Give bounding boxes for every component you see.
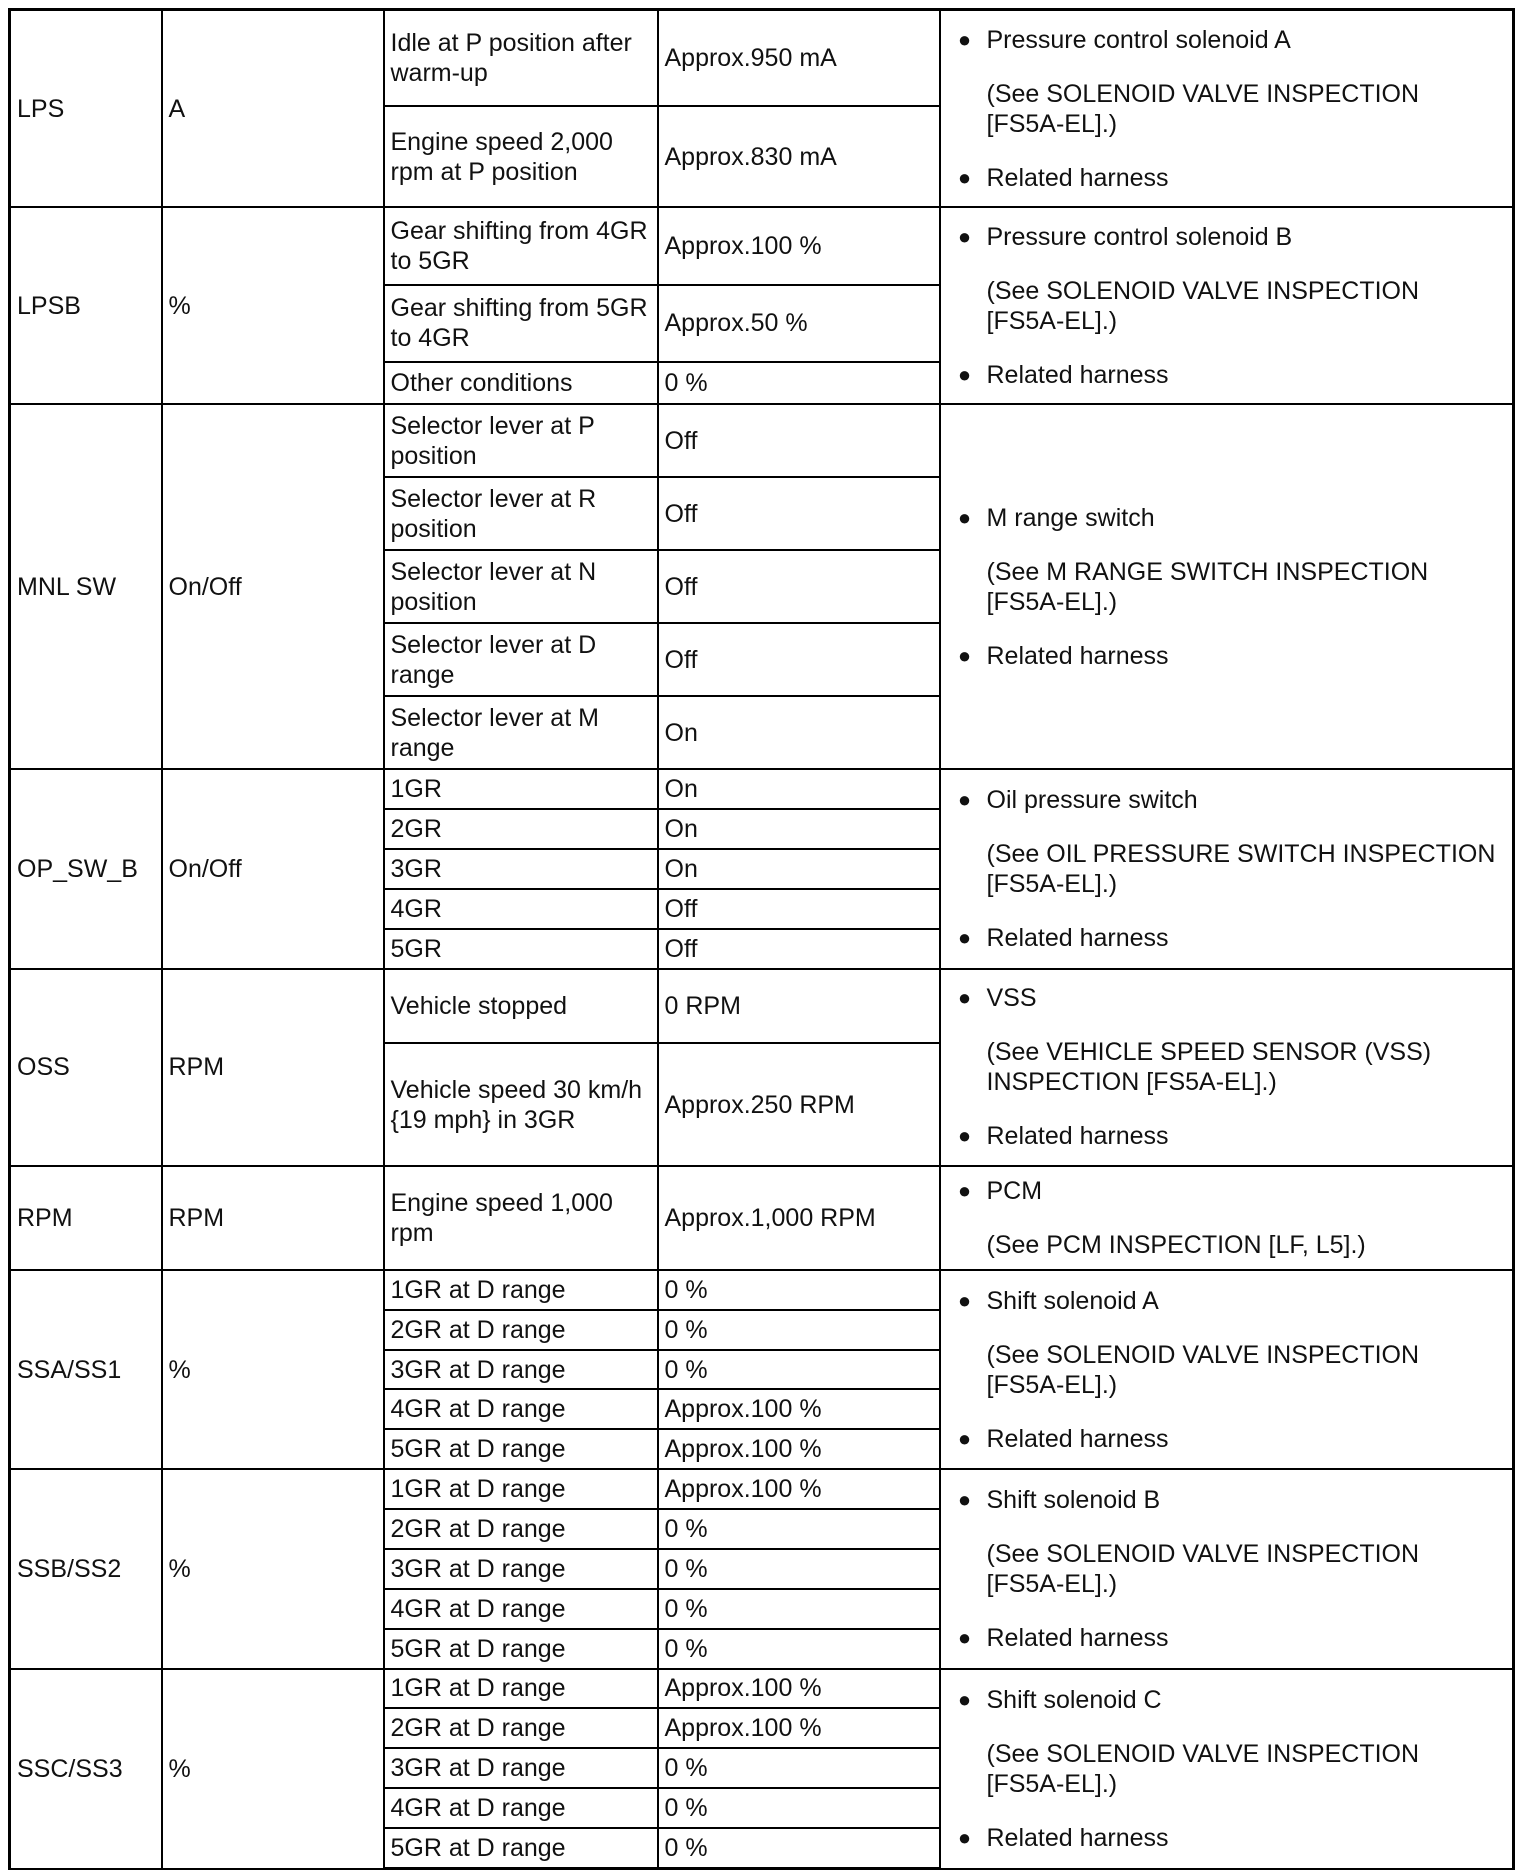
specification-cell: 0 % (658, 1549, 940, 1589)
related-harness-label: Related harness (986, 641, 1169, 670)
specification-cell: 0 % (658, 1270, 940, 1310)
bullet-icon: ● (957, 787, 972, 813)
related-harness-label: Related harness (986, 163, 1169, 192)
specification-cell: 0 % (658, 1350, 940, 1390)
spacer (987, 1599, 1503, 1623)
action-item-label: VSS (986, 984, 1037, 1013)
table-row (10, 1166, 1514, 1270)
spacer (987, 336, 1503, 360)
spacer (987, 1400, 1503, 1424)
bullet-icon: ● (957, 1824, 972, 1850)
action-item (957, 1424, 1503, 1454)
related-harness-label: Related harness (986, 1623, 1169, 1652)
specification-cell: Off (658, 477, 940, 550)
specification-cell: Off (658, 889, 940, 929)
related-harness-label: Related harness (986, 1122, 1169, 1151)
pid-table-body (10, 10, 1514, 1869)
specification-cell: Approx.100 % (658, 1469, 940, 1509)
bullet-icon: ● (957, 1624, 972, 1650)
spacer (987, 617, 1503, 641)
action-list (957, 1485, 1503, 1653)
action-item (957, 222, 1503, 252)
condition-cell: 5GR (384, 929, 658, 969)
action-item (957, 641, 1503, 671)
pid-unit-cell: % (162, 1669, 384, 1869)
action-reference: (See SOLENOID VALVE INSPECTION [FS5A-EL].) (986, 1340, 1420, 1399)
action-item (957, 360, 1503, 390)
condition-cell: 4GR at D range (384, 1589, 658, 1629)
specification-cell: Off (658, 929, 940, 969)
action-item (957, 1121, 1503, 1151)
specification-cell: 0 % (658, 1589, 940, 1629)
action-cell (940, 10, 1514, 208)
action-item-label: M range switch (986, 503, 1155, 532)
pid-monitor-table (8, 8, 1515, 1870)
specification-cell: Approx.50 % (658, 285, 940, 362)
pid-unit-cell: On/Off (162, 404, 384, 769)
pid-name-cell: RPM (10, 1166, 162, 1270)
table-row (10, 969, 1514, 1043)
action-reference: (See SOLENOID VALVE INSPECTION [FS5A-EL].) (986, 79, 1420, 138)
condition-cell: 1GR at D range (384, 1469, 658, 1509)
bullet-icon: ● (957, 1686, 972, 1712)
action-item-label: Pressure control solenoid B (986, 222, 1293, 251)
action-list (957, 1176, 1503, 1260)
table-row (10, 404, 1514, 477)
action-cell (940, 207, 1514, 404)
pid-unit-cell: % (162, 207, 384, 404)
condition-cell: Other conditions (384, 362, 658, 404)
action-item-label: Oil pressure switch (986, 786, 1198, 815)
action-reference: (See SOLENOID VALVE INSPECTION [FS5A-EL].) (986, 1539, 1420, 1598)
pid-unit-cell: RPM (162, 1166, 384, 1270)
action-item-label: Shift solenoid B (986, 1485, 1161, 1514)
bullet-icon: ● (957, 642, 972, 668)
condition-cell: 2GR at D range (384, 1708, 658, 1748)
action-list (957, 1685, 1503, 1853)
action-reference: (See OIL PRESSURE SWITCH INSPECTION [FS5A-EL].) (986, 840, 1496, 899)
action-list (957, 785, 1503, 953)
table-row (10, 1270, 1514, 1310)
pid-unit-cell: % (162, 1469, 384, 1668)
condition-cell: 3GR at D range (384, 1748, 658, 1788)
specification-cell: On (658, 849, 940, 889)
action-item-label: Shift solenoid C (986, 1685, 1162, 1714)
action-cell (940, 1669, 1514, 1869)
bullet-icon: ● (957, 1287, 972, 1313)
pid-unit-cell: % (162, 1270, 384, 1469)
spacer (987, 533, 1503, 557)
condition-cell: Selector lever at P position (384, 404, 658, 477)
condition-cell: 5GR at D range (384, 1629, 658, 1669)
condition-cell: 2GR at D range (384, 1509, 658, 1549)
pid-name-cell: LPS (10, 10, 162, 208)
spacer (987, 1206, 1503, 1230)
pid-name-cell: MNL SW (10, 404, 162, 769)
condition-cell: 5GR at D range (384, 1429, 658, 1469)
bullet-icon: ● (957, 925, 972, 951)
specification-cell: 0 RPM (658, 969, 940, 1043)
bullet-icon: ● (957, 1486, 972, 1512)
action-cell (940, 1166, 1514, 1270)
condition-cell: Vehicle speed 30 km/h {19 mph} in 3GR (384, 1043, 658, 1166)
specification-cell: 0 % (658, 1748, 940, 1788)
action-cell (940, 1270, 1514, 1469)
action-item (957, 163, 1503, 193)
action-item-label: Pressure control solenoid A (986, 25, 1291, 54)
related-harness-label: Related harness (986, 360, 1169, 389)
specification-cell: 0 % (658, 1509, 940, 1549)
spacer (987, 55, 1503, 79)
related-harness-label: Related harness (986, 1424, 1169, 1453)
spacer (987, 139, 1503, 163)
spacer (987, 252, 1503, 276)
condition-cell: 1GR (384, 769, 658, 809)
bullet-icon: ● (957, 1177, 972, 1203)
table-row (10, 1669, 1514, 1709)
condition-cell: 1GR at D range (384, 1669, 658, 1709)
action-item (957, 1485, 1503, 1515)
specification-cell: Approx.830 mA (658, 106, 940, 207)
condition-cell: Gear shifting from 4GR to 5GR (384, 207, 658, 284)
pid-name-cell: SSA/SS1 (10, 1270, 162, 1469)
specification-cell: Off (658, 550, 940, 623)
condition-cell: 4GR (384, 889, 658, 929)
action-list (957, 222, 1503, 390)
action-list (957, 983, 1503, 1151)
bullet-icon: ● (957, 26, 972, 52)
bullet-icon: ● (957, 504, 972, 530)
condition-cell: Vehicle stopped (384, 969, 658, 1043)
condition-cell: 3GR (384, 849, 658, 889)
action-item (957, 983, 1503, 1013)
action-reference: (See SOLENOID VALVE INSPECTION [FS5A-EL].) (986, 1739, 1420, 1798)
specification-cell: Off (658, 623, 940, 696)
specification-cell: Off (658, 404, 940, 477)
specification-cell: Approx.950 mA (658, 10, 940, 107)
pid-unit-cell: RPM (162, 969, 384, 1166)
specification-cell: Approx.100 % (658, 1669, 940, 1709)
action-list (957, 503, 1503, 671)
spacer (987, 1715, 1503, 1739)
action-item (957, 1176, 1503, 1206)
spacer (987, 1515, 1503, 1539)
condition-cell: 1GR at D range (384, 1270, 658, 1310)
specification-cell: 0 % (658, 1788, 940, 1828)
condition-cell: Selector lever at N position (384, 550, 658, 623)
action-reference: (See VEHICLE SPEED SENSOR (VSS) INSPECTION [FS5A-EL].) (986, 1038, 1432, 1097)
action-reference: (See M RANGE SWITCH INSPECTION [FS5A-EL].) (986, 557, 1429, 616)
condition-cell: 4GR at D range (384, 1389, 658, 1429)
action-item-label: Shift solenoid A (986, 1286, 1159, 1315)
action-item (957, 1623, 1503, 1653)
bullet-icon: ● (957, 1425, 972, 1451)
action-item (957, 1823, 1503, 1853)
spacer (987, 1013, 1503, 1037)
specification-cell: Approx.250 RPM (658, 1043, 940, 1166)
action-cell (940, 1469, 1514, 1668)
table-row (10, 1469, 1514, 1509)
bullet-icon: ● (957, 1123, 972, 1149)
specification-cell: 0 % (658, 362, 940, 404)
specification-cell: Approx.100 % (658, 1429, 940, 1469)
action-item-label: PCM (986, 1176, 1043, 1205)
action-item (957, 923, 1503, 953)
specification-cell: 0 % (658, 1828, 940, 1869)
condition-cell: 5GR at D range (384, 1828, 658, 1869)
condition-cell: Idle at P position after warm-up (384, 10, 658, 107)
table-row (10, 769, 1514, 809)
condition-cell: Selector lever at D range (384, 623, 658, 696)
pid-name-cell: SSB/SS2 (10, 1469, 162, 1668)
action-list (957, 25, 1503, 193)
condition-cell: 2GR at D range (384, 1310, 658, 1350)
action-item (957, 785, 1503, 815)
specification-cell: On (658, 696, 940, 769)
specification-cell: On (658, 809, 940, 849)
action-item (957, 503, 1503, 533)
pid-name-cell: LPSB (10, 207, 162, 404)
condition-cell: 2GR (384, 809, 658, 849)
action-item (957, 1685, 1503, 1715)
specification-cell: Approx.1,000 RPM (658, 1166, 940, 1270)
specification-cell: Approx.100 % (658, 1708, 940, 1748)
specification-cell: Approx.100 % (658, 1389, 940, 1429)
spacer (987, 815, 1503, 839)
condition-cell: 3GR at D range (384, 1549, 658, 1589)
condition-cell: 3GR at D range (384, 1350, 658, 1390)
action-cell (940, 969, 1514, 1166)
action-item (957, 25, 1503, 55)
related-harness-label: Related harness (986, 1823, 1169, 1852)
pid-unit-cell: A (162, 10, 384, 208)
action-reference: (See PCM INSPECTION [LF, L5].) (986, 1230, 1366, 1259)
pid-name-cell: SSC/SS3 (10, 1669, 162, 1869)
bullet-icon: ● (957, 361, 972, 387)
table-row (10, 10, 1514, 107)
action-reference: (See SOLENOID VALVE INSPECTION [FS5A-EL].) (986, 276, 1420, 335)
bullet-icon: ● (957, 164, 972, 190)
pid-name-cell: OP_SW_B (10, 769, 162, 968)
spacer (987, 1097, 1503, 1121)
bullet-icon: ● (957, 223, 972, 249)
specification-cell: Approx.100 % (658, 207, 940, 284)
condition-cell: Gear shifting from 5GR to 4GR (384, 285, 658, 362)
spacer (987, 899, 1503, 923)
pid-unit-cell: On/Off (162, 769, 384, 968)
condition-cell: Engine speed 1,000 rpm (384, 1166, 658, 1270)
related-harness-label: Related harness (986, 924, 1169, 953)
action-cell (940, 404, 1514, 769)
spacer (987, 1799, 1503, 1823)
table-row (10, 207, 1514, 284)
action-cell (940, 769, 1514, 968)
specification-cell: 0 % (658, 1629, 940, 1669)
condition-cell: Engine speed 2,000 rpm at P position (384, 106, 658, 207)
condition-cell: Selector lever at R position (384, 477, 658, 550)
pid-name-cell: OSS (10, 969, 162, 1166)
specification-cell: On (658, 769, 940, 809)
specification-cell: 0 % (658, 1310, 940, 1350)
bullet-icon: ● (957, 985, 972, 1011)
condition-cell: Selector lever at M range (384, 696, 658, 769)
action-item (957, 1286, 1503, 1316)
action-list (957, 1286, 1503, 1454)
condition-cell: 4GR at D range (384, 1788, 658, 1828)
spacer (987, 1316, 1503, 1340)
